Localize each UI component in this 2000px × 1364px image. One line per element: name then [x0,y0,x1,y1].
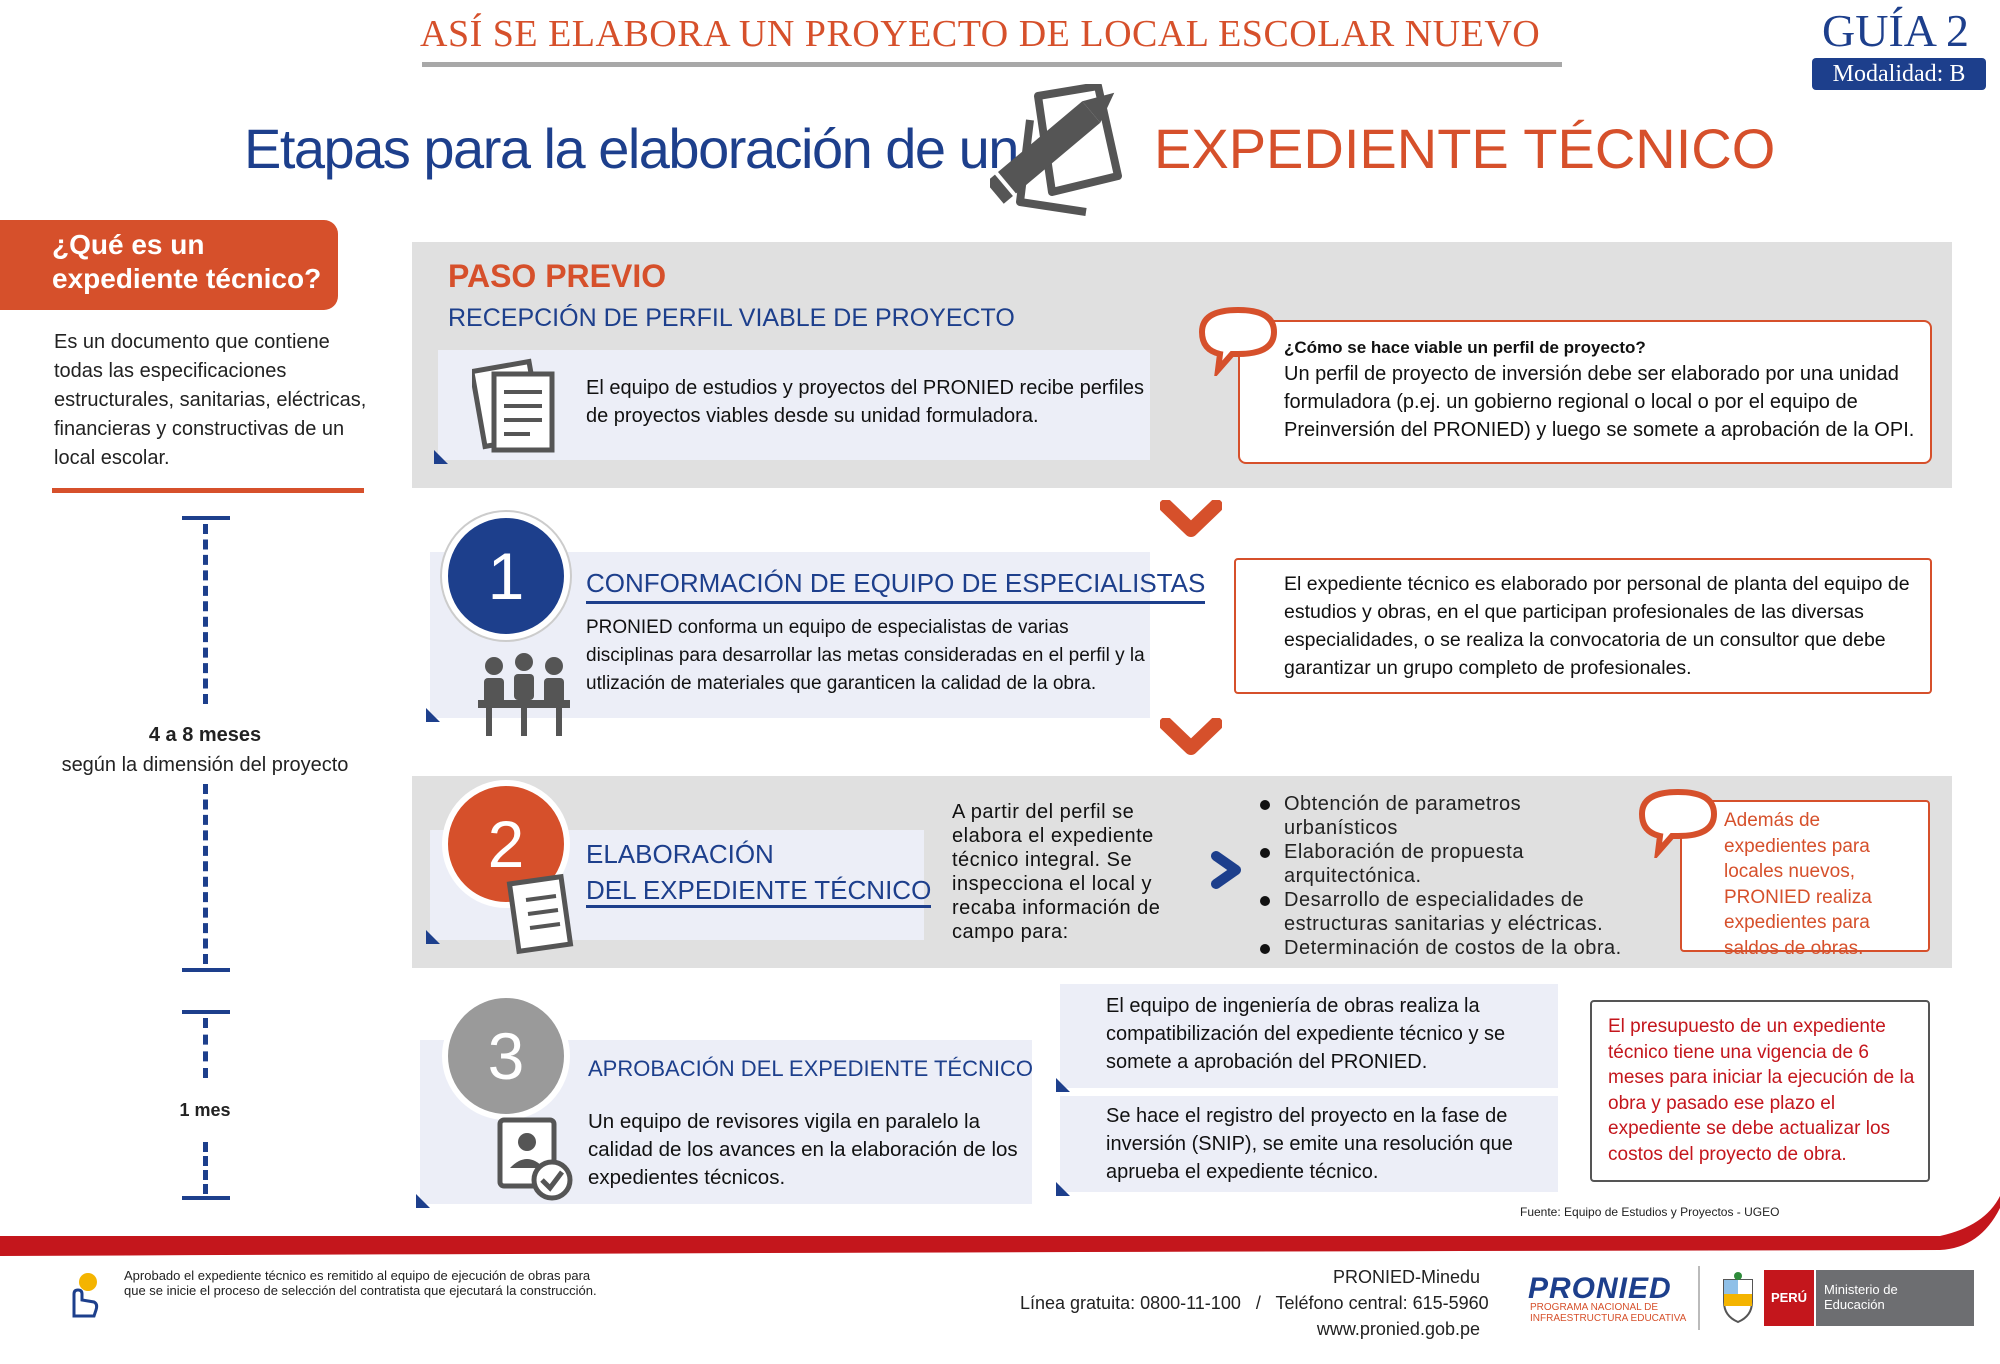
footer-org: PRONIED-Minedu [1332,1267,1480,1287]
team-meeting-icon [474,652,574,738]
paso-previo-info-text: Un perfil de proyecto de inversión debe ser elaborado por una unidad formuladora (p.ej. un gobierno regional o local o por el equipo de Preinversión del PRONIED) y luego se somete a aprobación de la OPI. [1284,363,1915,441]
step-1-number: 1 [442,512,570,640]
step-2-title [586,836,931,908]
top-title: ASÍ SE ELABORA UN PROYECTO DE LOCAL ESCOLAR NUEVO [420,13,1541,55]
paso-previo-info-question: ¿Cómo se hace viable un perfil de proyecto? [1284,338,1646,357]
pronied-logo: PRONIED [1528,1272,1672,1305]
timeline-cap [182,516,230,520]
step-2-title-line1: ELABORACIÓN [586,839,774,869]
down-arrow-icon [1160,718,1222,764]
step-2-bullet: Obtención de parametros urbanísticos [1260,792,1640,840]
paso-previo-subtitle: RECEPCIÓN DE PERFIL VIABLE DE PROYECTO [448,304,1015,332]
documents-icon [472,356,564,456]
timeline-dashes [203,1018,208,1078]
timeline-dashes [203,1142,208,1194]
document-pencil-icon [990,84,1140,218]
what-is-box [0,220,338,310]
step-2-title-line2: DEL EXPEDIENTE TÉCNICO [586,875,931,908]
footer-web[interactable]: www.pronied.gob.pe [1316,1319,1480,1339]
ministry-label [1816,1270,1974,1326]
step-2-number: 2 [442,780,570,908]
duration-1-value: 4 a 8 meses [148,724,262,746]
timeline-dashes [203,524,208,704]
pronied-logo-subtitle: PROGRAMA NACIONAL DE INFRAESTRUCTURA EDUCATIVA [1530,1302,1687,1324]
step-3-card-b-text: Se hace el registro del proyecto en la fase de inversión (SNIP), se emite una resolución que aprueba el expediente técnico. [1106,1105,1513,1183]
what-is-underline [52,488,364,493]
timeline-cap [182,1010,230,1014]
footer-note: Aprobado el expediente técnico es remitido al equipo de ejecución de obras para que se inicie el proceso de selección del contratista que ejecutará la construcción. [124,1268,597,1298]
what-is-title: ¿Qué es un expediente técnico? [52,229,322,294]
step-3-number: 3 [442,992,570,1120]
guide-mode-badge: Modalidad: B [1812,58,1986,90]
hand-touch-icon [62,1270,106,1318]
step-2-bullets [1260,792,1640,960]
footer-divider [1698,1266,1700,1330]
speech-bubble-icon [1196,304,1280,376]
step-2-bullet: Elaboración de propuesta arquitectónica. [1260,840,1640,888]
step-2-bullet: Determinación de costos de la obra. [1260,936,1640,960]
step-1-title: CONFORMACIÓN DE EQUIPO DE ESPECIALISTAS [586,568,1205,604]
down-arrow-icon [1160,500,1222,546]
page-heading-left: Etapas para la elaboración de un [244,117,1018,180]
timeline-cap [182,968,230,972]
step-3-text: Un equipo de revisores vigila en paralelo la calidad de los avances en la elaboración de los expedientes técnicos. [588,1110,1018,1189]
footer-phones: Línea gratuita: 0800-11-100 / Teléfono central: 615-5960 [1020,1293,1489,1313]
checklist-icon [506,872,576,956]
page-heading-right: EXPEDIENTE TÉCNICO [1154,117,1776,180]
step-3-card-a-text: El equipo de ingeniería de obras realiza la compatibilización del expediente técnico y se somete a aprobación del PRONIED. [1106,995,1506,1073]
speech-bubble-icon [1636,786,1720,858]
timeline-dashes [203,784,208,964]
paso-previo-title: PASO PREVIO [448,258,667,294]
coat-of-arms-icon [1718,1272,1758,1324]
ministry-name: Ministerio de Educación [1824,1282,1898,1312]
approved-person-icon [494,1114,574,1202]
top-title-underline [422,62,1562,67]
source-note: Fuente: Equipo de Estudios y Proyectos - UGEO [1520,1205,1780,1219]
step-2-info-text: Además de expedientes para locales nuevos, PRONIED realiza expedientes para saldos de obras. [1724,810,1872,959]
step-1-info-text: El expediente técnico es elaborado por personal de planta del equipo de estudios y obras, en el que participan profesionales de las diversas especialidades, o se realiza la convocatoria de un consultor que debe garantizar un grupo completo de profesionales. [1284,573,1910,679]
what-is-description: Es un documento que contiene todas las especificaciones estructurales, sanitarias, eléctricas, financieras y constructivas de un local escolar. [54,331,367,469]
footer-contact [1020,1264,1489,1342]
step-1-text: PRONIED conforma un equipo de especialistas de varias disciplinas para desarrollar las metas consideradas en el perfil y la utlización de materiales que garanticen la calidad de la obra. [586,617,1145,694]
guide-number: GUÍA 2 [1822,5,1969,56]
step-3-title: APROBACIÓN DEL EXPEDIENTE TÉCNICO [588,1056,1033,1081]
step-2-bullet: Desarrollo de especialidades de estructuras sanitarias y eléctricas. [1260,888,1640,936]
footer-red-swoosh [0,1196,2000,1272]
step-3-info-text: El presupuesto de un expediente técnico tiene una vigencia de 6 meses para iniciar la ejecución de la obra y pasado ese plazo el expediente se debe actualizar los costos del proyecto de obra. [1608,1016,1915,1165]
step-2-text: A partir del perfil se elabora el expediente técnico integral. Se inspecciona el local y recaba información de campo para: [952,801,1161,943]
right-arrow-icon [1206,850,1246,890]
peru-label: PERÚ [1764,1270,1814,1326]
duration-1-note: según la dimensión del proyecto [61,754,349,776]
ministry-logo [1764,1270,1974,1326]
duration-label-2: 1 mes [179,1100,231,1120]
paso-previo-text: El equipo de estudios y proyectos del PRONIED recibe perfiles de proyectos viables desde su unidad formuladora. [586,377,1145,427]
duration-label-1 [0,720,410,780]
